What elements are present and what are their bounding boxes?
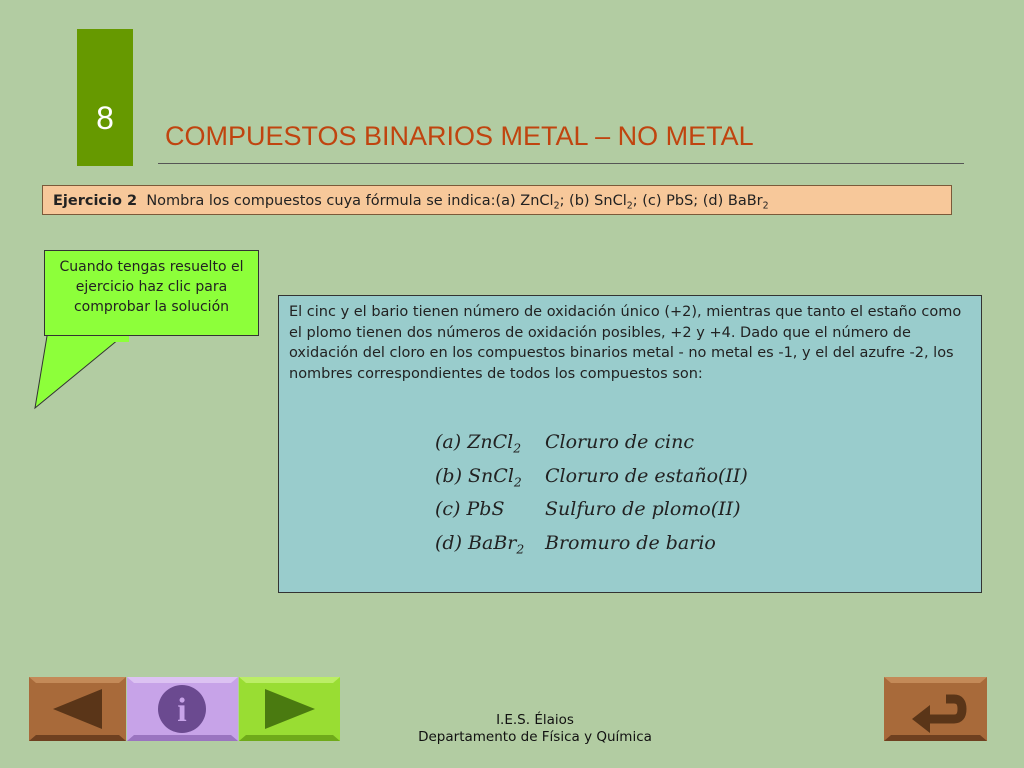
next-button[interactable] [239,677,340,741]
return-button[interactable] [884,677,987,741]
footer [350,712,720,746]
exercise-label: Ejercicio 2 [53,193,138,209]
hint-bubble[interactable]: Cuando tengas resuelto el ejercicio haz clic para comprobar la solución [44,250,259,336]
answer-row: (d) BaBr$_2$ Bromuro de bario [435,531,716,556]
info-button[interactable] [127,677,238,741]
previous-button[interactable] [29,677,126,741]
answer-row: (c) PbS Sulfuro de plomo(II) [435,498,741,520]
chapter-tab [77,29,133,166]
answers-list [435,426,748,560]
bubble-tail [30,330,150,410]
svg-text:i: i [177,692,187,729]
solution-explanation: El cinc y el bario tienen número de oxidación único (+2), mientras que tanto el estaño como el plomo tienen dos números de oxidación posibles, +2 y +4. Dado que el número de oxidación del cloro en los compuestos binarios metal - no metal es -1, y el del azufre -2, los nombres correspondientes de todos los compuestos son: [289,304,962,382]
footer-school: I.E.S. Élaios [496,712,574,728]
slide-number: 8 [96,100,114,136]
answer-row: (b) SnCl$_2$ Cloruro de estaño(II) [435,464,748,489]
exercise-statement [42,185,952,215]
answer-row: (a) ZnCl$_2$ Cloruro de cinc [435,431,694,456]
footer-department: Departamento de Física y Química [418,729,652,745]
title-divider [158,163,964,164]
solution-panel [278,295,982,593]
page-title: COMPUESTOS BINARIOS METAL – NO METAL [165,121,754,151]
exercise-text: Nombra los compuestos cuya fórmula se indica:(a) ZnCl$_2$; (b) SnCl$_2$; (c) PbS; (d) BaBr$_2$ [146,193,769,212]
